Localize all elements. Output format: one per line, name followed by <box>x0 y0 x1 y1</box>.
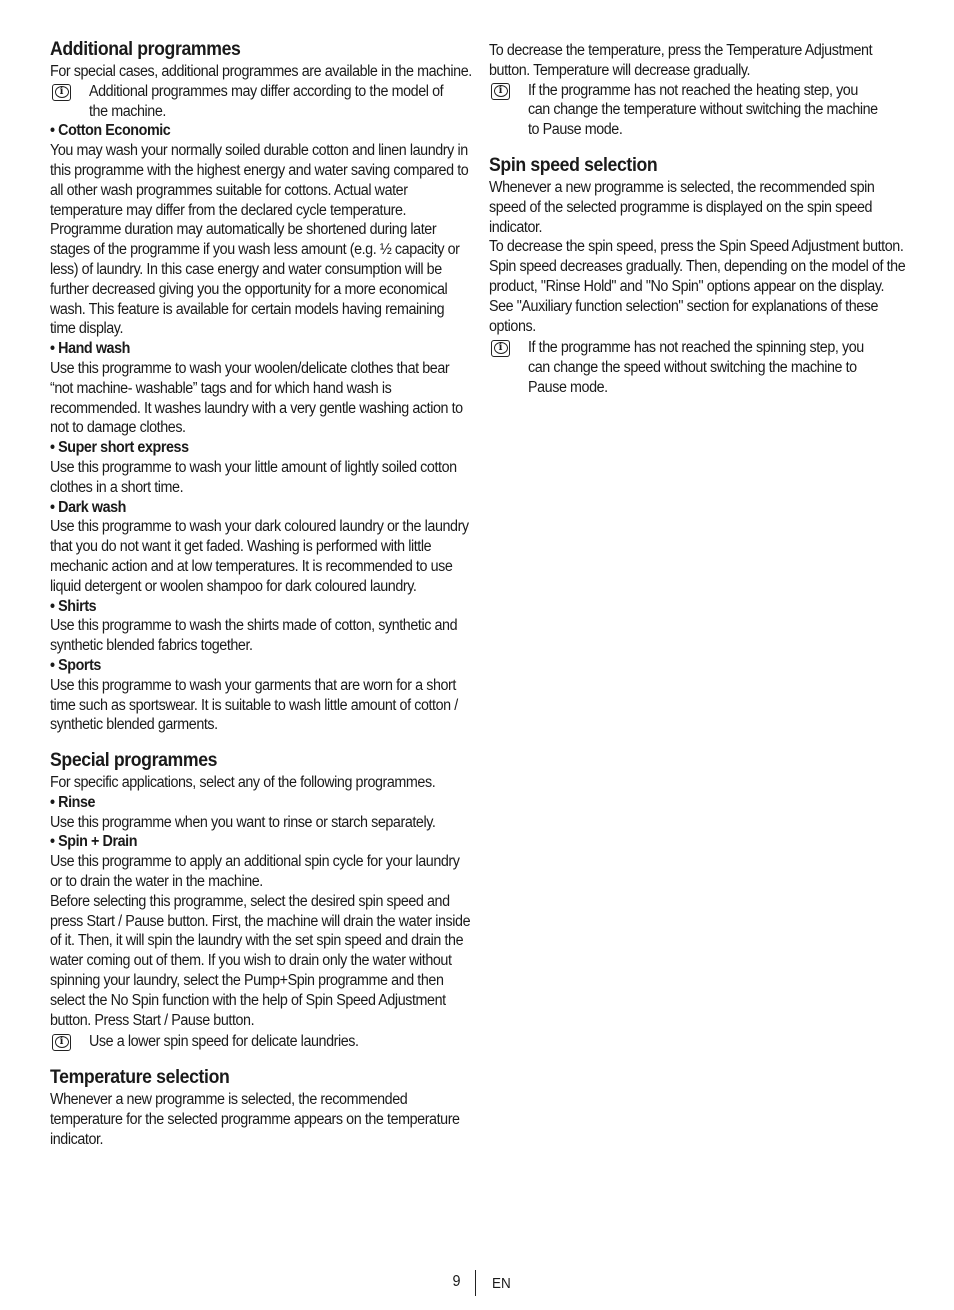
item-dark-wash-text: Use this programme to wash your dark coloured laundry or the laundry that you do not want it get faded. Washing is performed with little mechanic action and at low temperatures. It is recommended to use liquid detergent or woolen shampoo for dark coloured laundry. <box>50 518 469 595</box>
right-column <box>489 41 909 398</box>
item-cotton-economic-title: • Cotton Economic <box>50 122 171 140</box>
page-footer <box>0 1270 954 1296</box>
special-intro: For specific applications, select any of the following programmes. <box>50 774 436 792</box>
additional-intro: For special cases, additional programmes are available in the machine. <box>50 63 472 80</box>
item-rinse-text: Use this programme when you want to rinse or starch separately. <box>50 813 436 831</box>
spin-speed-heading: Spin speed selection <box>489 154 658 176</box>
item-spin-drain-title: • Spin + Drain <box>50 833 138 851</box>
item-hand-wash-title: • Hand wash <box>50 340 130 358</box>
item-shirts-text: Use this programme to wash the shirts made of cotton, synthetic and synthetic blended fabrics together. <box>50 617 458 655</box>
item-cotton-economic-text: You may wash your normally soiled durable cotton and linen laundry in this programme with the highest energy and water saving compared to all other wash programmes suitable for cottons. Actual water temperature may differ from the declared cycle temperature. Programme duration may automatically be shortened during later stages of the programme if you wash less amount (e.g. ½ capacity or less) of laundry. In this case energy and water consumption will be further decreased giving you the opportunity for a more economical wash. This feature is available for certain models having remaining time display. <box>50 142 469 338</box>
temperature-continued-text: To decrease the temperature, press the Temperature Adjustment button. Temperature will decrease gradually. <box>489 42 873 79</box>
item-spin-drain-text-1: Use this programme to apply an additional spin cycle for your laundry or to drain the water in the machine. <box>50 853 460 891</box>
spin-speed-note <box>489 338 909 397</box>
info-icon: i <box>491 83 510 100</box>
info-icon: i <box>491 340 510 357</box>
temperature-text: Whenever a new programme is selected, the recommended temperature for the selected programme appears on the temperature indicator. <box>50 1091 460 1148</box>
additional-programmes-heading: Additional programmes <box>50 39 241 60</box>
item-super-short-text: Use this programme to wash your little amount of lightly soiled cotton clothes in a short time. <box>50 458 457 496</box>
temperature-note <box>489 81 909 140</box>
item-spin-drain-text-2: Before selecting this programme, select the desired spin speed and press Start / Pause button. First, the machine will drain the water inside of it. Then, it will spin the laundry with the set spin speed and drain the water coming out of them. If you wish to drain only the water without spinning your laundry, select the Pump+Spin programme and then select the No Spin function with the help of Spin Speed Adjustment button. Press Start / Pause button. <box>50 892 471 1029</box>
item-hand-wash-text: Use this programme to wash your woolen/delicate clothes that bear “not machine- washable” tags and for which hand wash is recommended. It washes laundry with a very gentle washing action to not to damage clothes. <box>50 359 463 437</box>
spin-speed-text-1: Whenever a new programme is selected, the recommended spin speed of the selected programme is displayed on the spin speed indicator. <box>489 178 875 236</box>
item-sports-text: Use this programme to wash your garments that are worn for a short time such as sportswear. It is suitable to wash little amount of cotton / synthetic blended garments. <box>50 676 458 734</box>
temperature-note-text: If the programme has not reached the heating step, you can change the temperature without switching the machine to Pause mode. <box>528 81 878 139</box>
special-note <box>50 1032 470 1052</box>
item-rinse-title: • Rinse <box>50 793 96 811</box>
item-sports-title: • Sports <box>50 656 101 674</box>
temperature-selection-heading: Temperature selection <box>50 1067 230 1089</box>
spin-speed-text-2: To decrease the spin speed, press the Spin Speed Adjustment button. Spin speed decreases gradually. Then, depending on the model of the product, "Rinse Hold" and "No Spin" options appear on the display. See "Auxiliary function selection" section for explanations of these options. <box>489 238 906 335</box>
language-code: EN <box>492 1275 511 1292</box>
item-super-short-title: • Super short express <box>50 439 189 457</box>
item-dark-wash-title: • Dark wash <box>50 498 126 516</box>
special-note-text: Use a lower spin speed for delicate laundries. <box>89 1033 359 1051</box>
left-column <box>50 38 470 1150</box>
info-icon: i <box>52 1034 71 1051</box>
page-number: 9 <box>452 1273 461 1290</box>
special-programmes-heading: Special programmes <box>50 750 218 772</box>
item-shirts-title: • Shirts <box>50 597 97 615</box>
additional-note <box>50 82 470 122</box>
info-icon: i <box>52 84 71 101</box>
spin-speed-note-text: If the programme has not reached the spinning step, you can change the speed without switching the machine to Pause mode. <box>528 339 864 396</box>
footer-divider <box>475 1270 476 1296</box>
additional-note-text: Additional programmes may differ according to the model of the machine. <box>89 82 444 120</box>
